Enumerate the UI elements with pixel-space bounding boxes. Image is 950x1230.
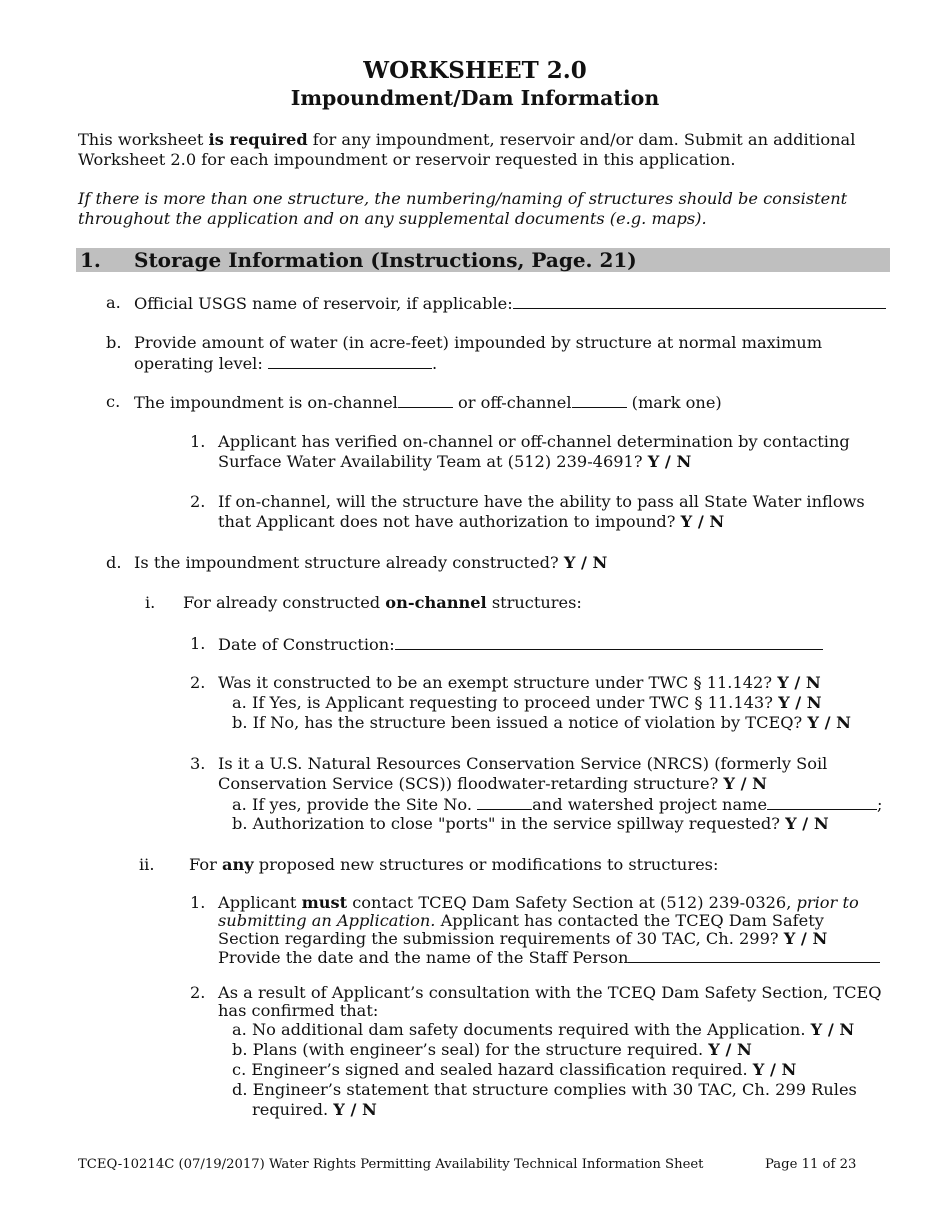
dii-item2-c: c. Engineer’s signed and sealed hazard classification required. Y / N (232, 1060, 797, 1079)
worksheet-title: WORKSHEET 2.0 (363, 57, 587, 84)
dii-item1-line4: Provide the date and the name of the Staff Person (218, 947, 880, 968)
item-a-label: a. (106, 293, 121, 312)
on-channel-field[interactable] (398, 392, 453, 408)
dii-item2-a-yn[interactable]: Y / N (810, 1020, 855, 1039)
item-b-line2: operating level: . (134, 354, 438, 373)
off-channel-field[interactable] (572, 392, 627, 408)
di-item3-b-yn[interactable]: Y / N (785, 814, 829, 833)
dii-item1-line1: Applicant must contact TCEQ Dam Safety Section at (512) 239-0326, prior to (218, 893, 859, 912)
dii-item2-b: b. Plans (with engineer’s seal) for the structure required. Y / N (232, 1040, 752, 1059)
di-item3-line2: Conservation Service (SCS)) floodwater-retarding structure? Y / N (218, 774, 767, 793)
footer-form-id: TCEQ-10214C (07/19/2017) Water Rights Permitting Availability Technical Information Sheet (78, 1157, 704, 1172)
dii-item2-a: a. No additional dam safety documents required with the Application. Y / N (232, 1020, 855, 1039)
dii-item1-yn[interactable]: Y / N (783, 929, 828, 948)
item-d: Is the impoundment structure already constructed? Y / N (134, 553, 608, 572)
dii-item1-line2: submitting an Application. Applicant has contacted the TCEQ Dam Safety (218, 911, 824, 930)
staff-person-field[interactable] (628, 947, 880, 963)
worksheet-subtitle: Impoundment/Dam Information (290, 86, 660, 110)
dii-item2-line1: As a result of Applicant’s consultation with the TCEQ Dam Safety Section, TCEQ (218, 983, 882, 1002)
item-a: Official USGS name of reservoir, if applicable: (134, 293, 886, 314)
di-item1: Date of Construction: (218, 634, 823, 655)
item-b-line1: Provide amount of water (in acre-feet) impounded by structure at normal maximum (134, 333, 823, 352)
watershed-name-field[interactable] (767, 794, 877, 810)
section-title: Storage Information (Instructions, Page. 21) (134, 248, 637, 272)
d-i-heading: For already constructed on-channel structures: (183, 593, 582, 612)
di-item2: Was it constructed to be an exempt structure under TWC § 11.142? Y / N (218, 673, 821, 692)
c-item1-line1: Applicant has verified on-channel or off-channel determination by contacting (218, 432, 850, 451)
c-item2-yn[interactable]: Y / N (680, 512, 725, 531)
di-item3-b: b. Authorization to close "ports" in the service spillway requested? Y / N (232, 814, 829, 833)
di-item3-line1: Is it a U.S. Natural Resources Conservation Service (NRCS) (formerly Soil (218, 754, 828, 773)
c-item2-line1: If on-channel, will the structure have the ability to pass all State Water inflows (218, 492, 865, 511)
di-item2-a-yn[interactable]: Y / N (778, 693, 822, 712)
construction-date-field[interactable] (395, 634, 823, 650)
note-paragraph: If there is more than one structure, the numbering/naming of structures should be consistent throughout the application and on any supplemental documents (e.g. maps). (78, 189, 848, 228)
footer-page-number: Page 11 of 23 (765, 1157, 857, 1172)
dii-item2-b-yn[interactable]: Y / N (708, 1040, 752, 1059)
dii-item2-line2: has confirmed that: (218, 1001, 379, 1020)
intro-paragraph: This worksheet is required for any impoundment, reservoir and/or dam. Submit an additional Worksheet 2.0 for each impoundment or reservoir requested in this application. (78, 130, 856, 169)
di-item2-yn[interactable]: Y / N (777, 673, 821, 692)
c-item1-label: 1. (190, 432, 206, 451)
di-item2-b-yn[interactable]: Y / N (807, 713, 851, 732)
usgs-name-field[interactable] (513, 293, 886, 309)
item-d-label: d. (106, 553, 122, 572)
dii-item2-c-yn[interactable]: Y / N (752, 1060, 797, 1079)
di-item2-a: a. If Yes, is Applicant requesting to proceed under TWC § 11.143? Y / N (232, 693, 822, 712)
d-ii-label: ii. (139, 855, 155, 874)
dii-item1-line3: Section regarding the submission requirements of 30 TAC, Ch. 299? Y / N (218, 929, 828, 948)
c-item2-label: 2. (190, 492, 206, 511)
item-c: The impoundment is on-channel or off-channel (mark one) (134, 393, 722, 412)
d-ii-heading: For any proposed new structures or modifications to structures: (189, 855, 719, 874)
d-yn[interactable]: Y / N (563, 553, 608, 572)
d-i-label: i. (145, 593, 156, 612)
c-item2-line2: that Applicant does not have authorization to impound? Y / N (218, 512, 725, 531)
di-item3-yn[interactable]: Y / N (723, 774, 767, 793)
dii-item2-d1: d. Engineer’s statement that structure complies with 30 TAC, Ch. 299 Rules (232, 1080, 857, 1099)
dii-item2-d-yn[interactable]: Y / N (333, 1100, 377, 1119)
c-item1-yn[interactable]: Y / N (647, 452, 692, 471)
item-b-label: b. (106, 333, 122, 352)
dii-item2-label: 2. (190, 983, 206, 1002)
item-c-label: c. (106, 392, 121, 411)
dii-item2-d2: required. Y / N (252, 1100, 377, 1119)
section-number: 1. (80, 248, 101, 272)
di-item1-label: 1. (190, 634, 206, 653)
c-item1-line2: Surface Water Availability Team at (512) 239-4691? Y / N (218, 452, 692, 471)
di-item3-a: a. If yes, provide the Site No. and watershed project name ; (232, 795, 883, 814)
di-item2-b: b. If No, has the structure been issued a notice of violation by TCEQ? Y / N (232, 713, 851, 732)
di-item3-label: 3. (190, 754, 206, 773)
dii-item1-label: 1. (190, 893, 206, 912)
acre-feet-field[interactable] (268, 353, 432, 369)
di-item2-label: 2. (190, 673, 206, 692)
site-no-field[interactable] (477, 794, 532, 810)
